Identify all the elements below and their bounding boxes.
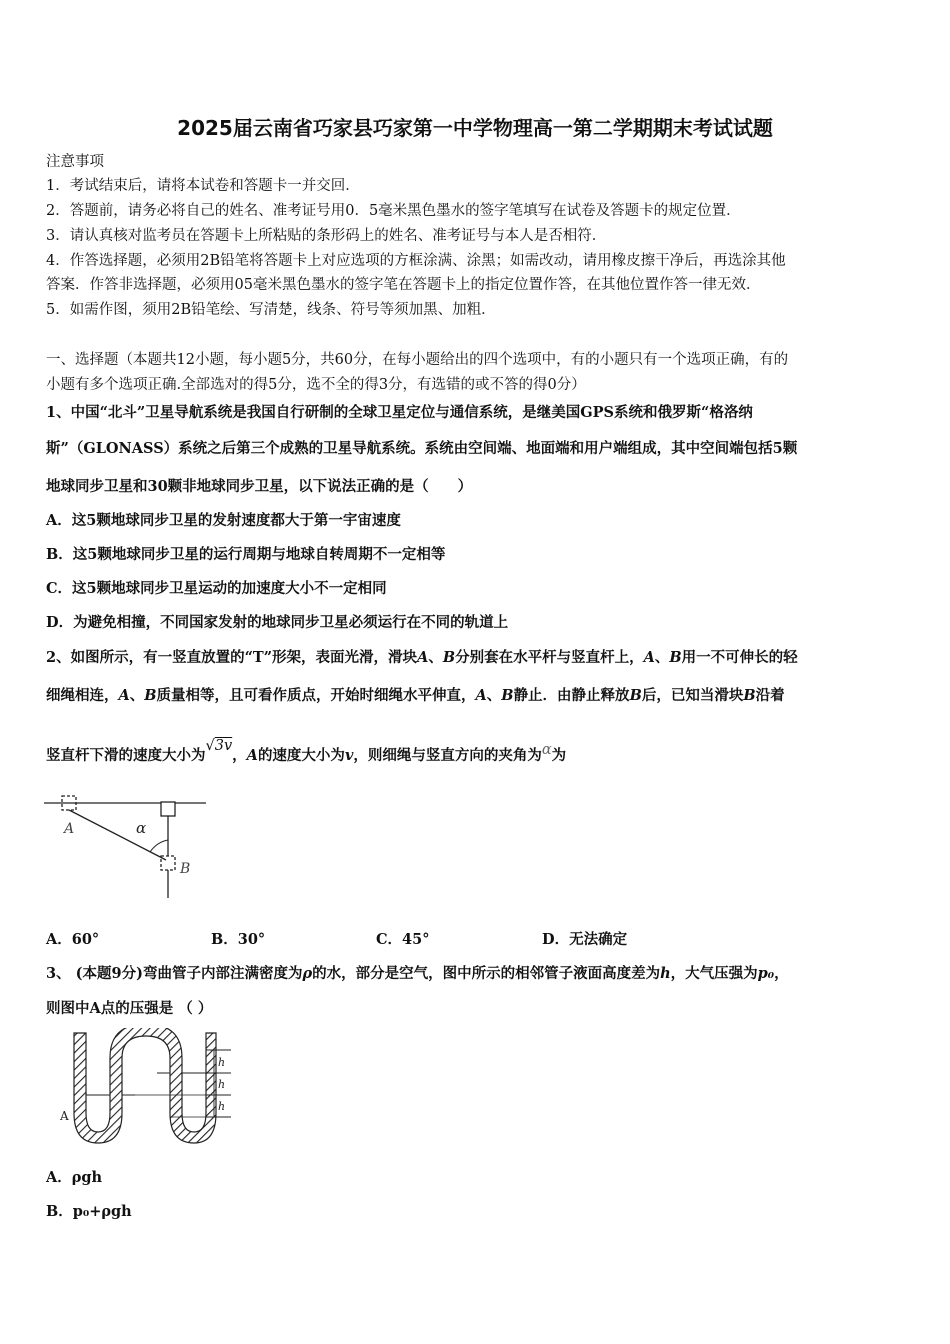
pulley-block <box>161 802 175 816</box>
q3-option-b: B．p₀+ρgh <box>46 1203 132 1220</box>
bent-tube <box>74 1028 216 1143</box>
note-item: 3．请认真核对监考员在答题卡上所粘贴的条形码上的姓名、准考证号与本人是否相符． <box>46 228 607 244</box>
q2-text-line1: 2、如图所示，有一竖直放置的“T”形架，表面光滑，滑块A、B分别套在水平杆与竖直杆上，A、B用一不可伸长的轻 <box>46 649 798 666</box>
label-alpha: α <box>136 819 147 837</box>
q3-text-line2: 则图中A点的压强是 （ ） <box>46 1000 213 1017</box>
q3-option-a: A．ρgh <box>46 1169 103 1186</box>
q2-text-line2: 细绳相连，A、B质量相等，且可看作质点，开始时细绳水平伸直，A、B静止．由静止释放B后，已知当滑块B沿着 <box>46 687 785 704</box>
q1-text: 地球同步卫星和30颗非地球同步卫星，以下说法正确的是（ ） <box>46 478 473 495</box>
note-item: 1．考试结束后，请将本试卷和答题卡一并交回． <box>46 178 360 194</box>
label-b: B <box>180 861 191 877</box>
q2-option-b: B．30° <box>211 931 266 948</box>
note-item: 5．如需作图，须用2B铅笔绘、写清楚，线条、符号等须加黑、加粗． <box>46 302 496 318</box>
notes-heading: 注意事项 <box>46 154 104 170</box>
q1-option-b: B．这5颗地球同步卫星的运行周期与地球自转周期不一定相等 <box>46 546 446 563</box>
page-title: 2025届云南省巧家县巧家第一中学物理高一第二学期期末考试试题 <box>177 116 773 140</box>
label-h: h <box>218 1056 226 1069</box>
label-point-a: A <box>60 1109 69 1123</box>
label-a: A <box>64 821 75 837</box>
q3-text-line1: 3、 (本题9分)弯曲管子内部注满密度为ρ的水，部分是空气，图中所示的相邻管子液面高度差为h，大气压强为p₀， <box>46 965 789 982</box>
q1-option-c: C．这5颗地球同步卫星运动的加速度大小不一定相同 <box>46 580 387 597</box>
label-h: h <box>218 1078 226 1091</box>
q1-text: 1、中国“北斗”卫星导航系统是我国自行研制的全球卫星定位与通信系统，是继美国GPS系统和俄罗斯“格洛纳 <box>46 404 753 421</box>
q1-option-a: A．这5颗地球同步卫星的发射速度都大于第一宇宙速度 <box>46 512 401 529</box>
section-instructions: 一、选择题（本题共12小题，每小题5分，共60分，在每小题给出的四个选项中，有的小题只有一个选项正确，有的 <box>46 352 789 368</box>
note-item: 2．答题前，请务必将自己的姓名、准考证号用0．5毫米黑色墨水的签字笔填写在试卷及答题卡的规定位置． <box>46 203 741 219</box>
note-item: 答案．作答非选择题，必须用05毫米黑色墨水的签字笔在答题卡上的指定位置作答，在其他位置作答一律无效． <box>46 277 761 293</box>
angle-arc <box>150 840 168 852</box>
q1-text: 斯”（GLONASS）系统之后第三个成熟的卫星导航系统。系统由空间端、地面端和用户端组成，其中空间端包括5颗 <box>46 440 798 457</box>
label-h: h <box>218 1100 226 1113</box>
q3-figure <box>56 1028 246 1148</box>
rope <box>69 810 166 860</box>
q2-option-a: A．60° <box>46 931 100 948</box>
section-instructions: 小题有多个选项正确.全部选对的得5分，选不全的得3分，有选错的或不答的得0分） <box>46 377 586 393</box>
q2-option-c: C．45° <box>376 931 430 948</box>
sqrt-expression: √3v <box>205 738 233 754</box>
q2-figure <box>44 790 214 905</box>
note-item: 4．作答选择题，必须用2B铅笔将答题卡上对应选项的方框涂满、涂黑；如需改动，请用橡皮擦干净后，再选涂其他 <box>46 253 786 269</box>
q2-option-d: D．无法确定 <box>542 931 628 948</box>
q1-option-d: D．为避免相撞，不同国家发射的地球同步卫星必须运行在不同的轨道上 <box>46 614 509 631</box>
q2-text-line3: 竖直杆下滑的速度大小为√3v，A的速度大小为v，则细绳与竖直方向的夹角为α为 <box>46 738 567 764</box>
